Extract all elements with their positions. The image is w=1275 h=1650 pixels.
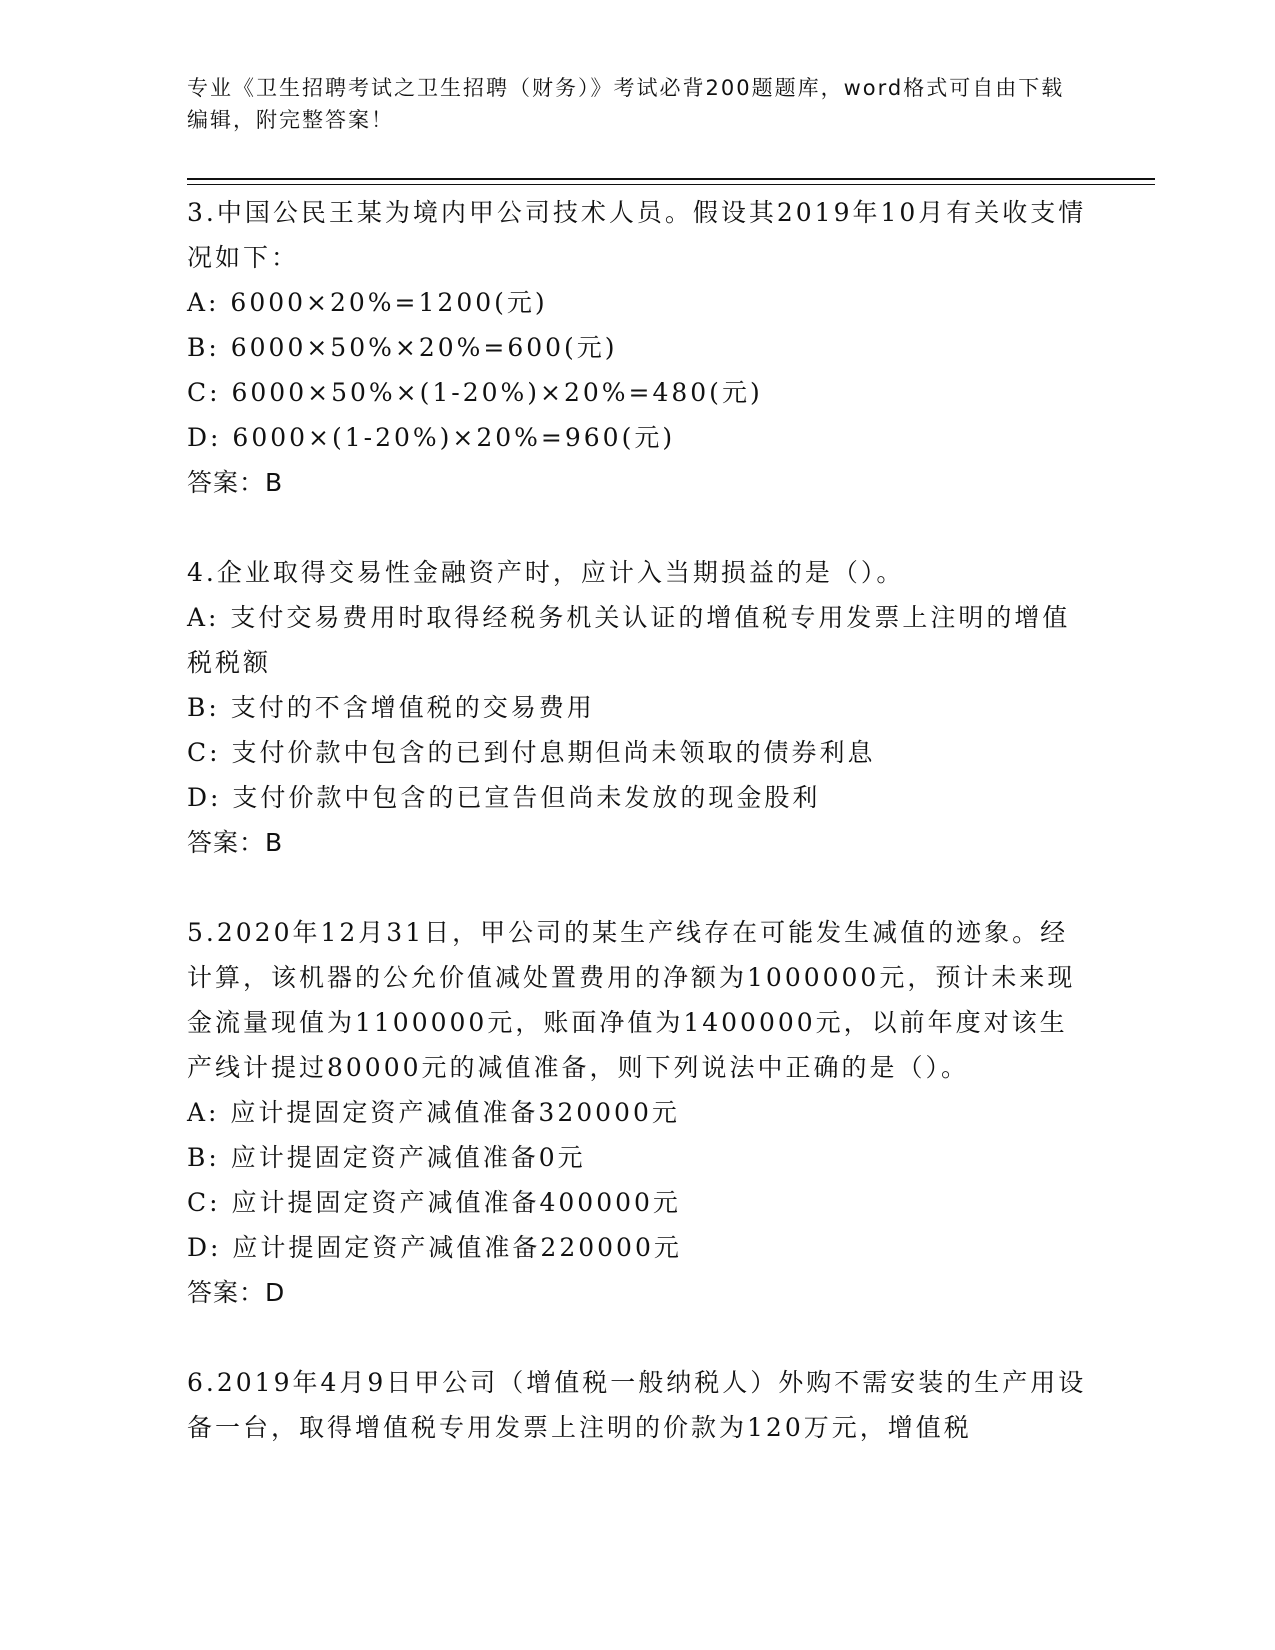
spacer (187, 505, 1087, 550)
header-divider (187, 178, 1155, 180)
option-a: A: 6000×20%=1200(元) (187, 288, 548, 317)
answer-line: 答案：D (187, 1278, 286, 1307)
question-stem: 4.企业取得交易性金融资产时，应计入当期损益的是（）。 (187, 558, 905, 587)
option-c: C: 6000×50%×(1-20%)×20%=480(元) (187, 378, 763, 407)
option-d: D: 6000×(1-20%)×20%=960(元) (187, 423, 676, 452)
answer-line: 答案：B (187, 468, 284, 497)
question-5 (187, 910, 1087, 1315)
document-header: 专业《卫生招聘考试之卫生招聘（财务）》考试必背200题题库，word格式可自由下载编辑，附完整答案！ (187, 76, 1065, 132)
option-c: C: 应计提固定资产减值准备400000元 (187, 1188, 681, 1217)
option-c: C: 支付价款中包含的已到付息期但尚未领取的债券利息 (187, 738, 876, 767)
question-stem: 5.2020年12月31日，甲公司的某生产线存在可能发生减值的迹象。经计算，该机器的公允价值减处置费用的净额为1000000元，预计未来现金流量现值为1100000元，账面净值为1400000元，以前年度对该生产线计提过80000元的减值准备，则下列说法中正确的是（）。 (187, 918, 1076, 1082)
question-stem: 6.2019年4月9日甲公司（增值税一般纳税人）外购不需安装的生产用设备一台，取得增值税专用发票上注明的价款为120万元，增值税 (187, 1368, 1087, 1442)
option-b: B: 应计提固定资产减值准备0元 (187, 1143, 586, 1172)
question-list (187, 190, 1087, 1450)
question-stem: 3.中国公民王某为境内甲公司技术人员。假设其2019年10月有关收支情况如下： (187, 198, 1087, 272)
option-a: A: 应计提固定资产减值准备320000元 (187, 1098, 680, 1127)
header-divider-thin (187, 184, 1155, 185)
question-6 (187, 1360, 1087, 1450)
question-4 (187, 550, 1087, 865)
answer-line: 答案：B (187, 828, 284, 857)
spacer (187, 865, 1087, 910)
option-d: D: 应计提固定资产减值准备220000元 (187, 1233, 682, 1262)
option-a: A: 支付交易费用时取得经税务机关认证的增值税专用发票上注明的增值税税额 (187, 603, 1071, 677)
option-b: B: 6000×50%×20%=600(元) (187, 333, 618, 362)
spacer (187, 1315, 1087, 1360)
option-b: B: 支付的不含增值税的交易费用 (187, 693, 595, 722)
option-d: D: 支付价款中包含的已宣告但尚未发放的现金股利 (187, 783, 821, 812)
question-3 (187, 190, 1087, 505)
